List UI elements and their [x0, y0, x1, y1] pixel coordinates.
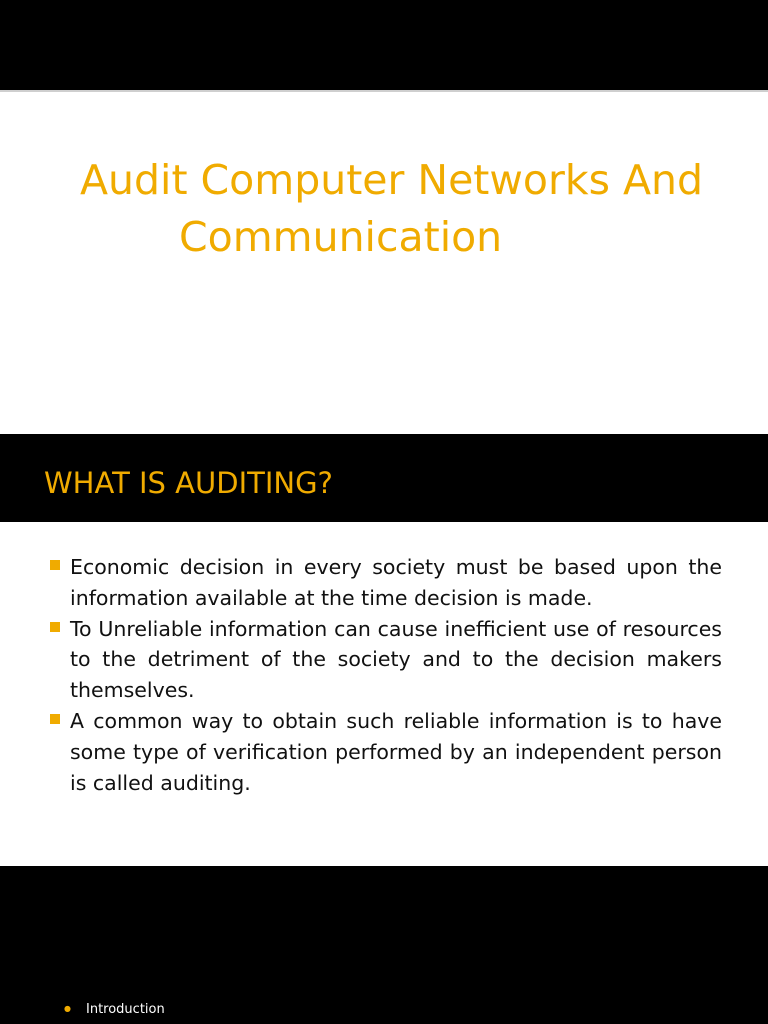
outline-item-text: Introduction — [86, 1002, 165, 1017]
square-bullet-icon — [50, 560, 60, 570]
bullet-item — [48, 552, 722, 614]
square-bullet-icon — [50, 622, 60, 632]
slide-title — [0, 90, 768, 434]
slide-heading: WHAT IS AUDITING? — [44, 466, 333, 500]
bullet-item — [48, 706, 722, 798]
slide-auditing-header — [0, 434, 768, 522]
bullet-item — [48, 614, 722, 706]
bullet-text: To Unreliable information can cause inefficient use of resources to the detriment of the society and to the decision makers themselves. — [70, 616, 722, 703]
dot-bullet-icon: ● — [64, 1004, 71, 1013]
square-bullet-icon — [50, 714, 60, 724]
bullet-list — [48, 552, 722, 798]
outline-item — [62, 1000, 165, 1020]
bullet-text: A common way to obtain such reliable information is to have some type of verification performed by an independent person is called auditing. — [70, 708, 722, 795]
outline-list — [62, 1000, 165, 1020]
slide-outline — [0, 866, 768, 1024]
bullet-text: Economic decision in every society must be based upon the information available at the time decision is made. — [70, 555, 722, 610]
slide-auditing-body — [0, 522, 768, 866]
title-line-2: Communication — [179, 213, 503, 261]
title-line-1: Audit Computer Networks And — [80, 156, 704, 204]
